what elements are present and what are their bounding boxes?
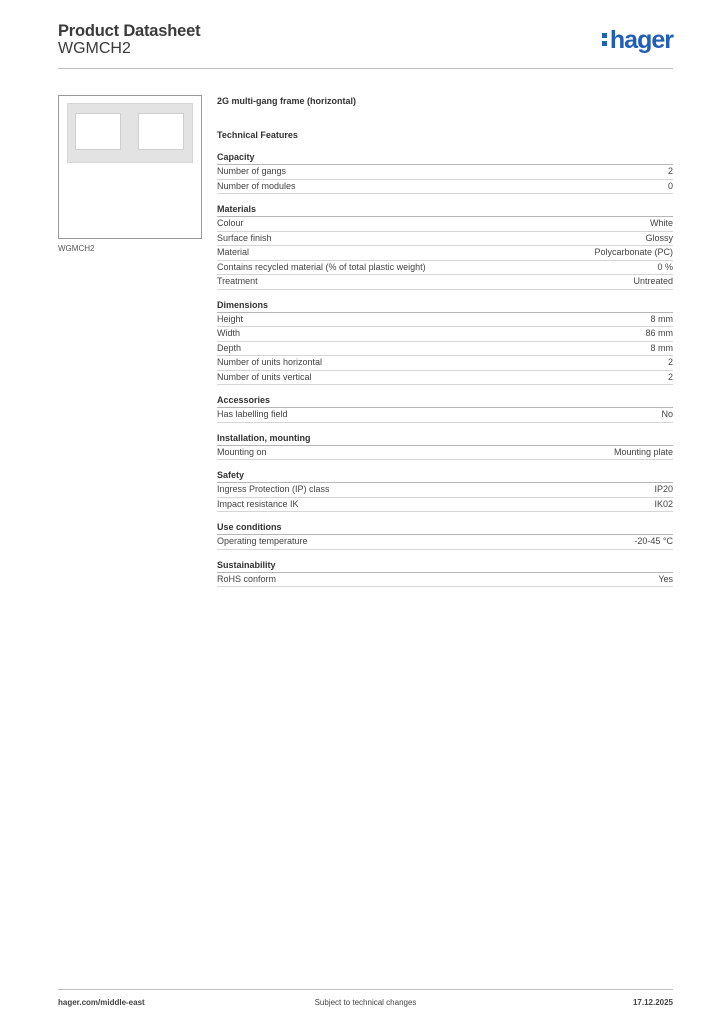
logo-dots-icon xyxy=(602,30,608,48)
spec-row xyxy=(217,217,673,232)
document-title: Product Datasheet xyxy=(58,22,201,40)
spec-value: 2 xyxy=(667,371,673,382)
spec-section xyxy=(217,433,673,461)
spec-value: 0 xyxy=(667,180,673,191)
spec-row xyxy=(217,535,673,550)
spec-label: Contains recycled material (% of total plastic weight) xyxy=(217,261,426,272)
spec-label: Surface finish xyxy=(217,232,272,243)
section-title: Accessories xyxy=(217,395,673,408)
spec-section xyxy=(217,395,673,423)
spec-row xyxy=(217,446,673,461)
spec-section xyxy=(217,204,673,290)
page-footer xyxy=(58,998,673,1010)
spec-label: Treatment xyxy=(217,276,258,286)
section-title: Dimensions xyxy=(217,300,673,313)
spec-row xyxy=(217,232,673,247)
spec-label: Has labelling field xyxy=(217,409,288,419)
hager-logo xyxy=(602,26,673,55)
footer-note: Subject to technical changes xyxy=(314,998,417,1007)
spec-row xyxy=(217,180,673,195)
spec-value: Polycarbonate (PC) xyxy=(594,247,673,257)
spec-label: Number of gangs xyxy=(217,166,287,176)
spec-row xyxy=(217,275,673,290)
frame-opening-left xyxy=(75,113,121,150)
spec-section xyxy=(217,560,673,588)
spec-label: Impact resistance IK xyxy=(217,498,299,509)
spec-value: 8 mm xyxy=(650,342,673,353)
spec-sections xyxy=(217,152,673,587)
spec-section xyxy=(217,522,673,550)
spec-value: Yes xyxy=(658,573,673,584)
spec-value: No xyxy=(661,409,673,419)
spec-row xyxy=(217,165,673,180)
spec-label: RoHS conform xyxy=(217,573,277,584)
spec-label: Operating temperature xyxy=(217,536,308,546)
spec-value: 8 mm xyxy=(650,313,673,324)
spec-row xyxy=(217,327,673,342)
spec-label: Ingress Protection (IP) class xyxy=(217,484,330,494)
spec-label: Height xyxy=(217,313,244,324)
spec-row xyxy=(217,408,673,423)
section-title: Installation, mounting xyxy=(217,433,673,446)
technical-features-heading: Technical Features xyxy=(217,130,298,140)
spec-value: IK02 xyxy=(654,498,673,509)
spec-row xyxy=(217,498,673,513)
section-title: Materials xyxy=(217,204,673,217)
spec-label: Number of modules xyxy=(217,180,296,191)
footer-website: hager.com/middle-east xyxy=(58,998,145,1007)
frame-illustration xyxy=(67,103,193,163)
spec-label: Mounting on xyxy=(217,446,267,457)
image-caption: WGMCH2 xyxy=(58,244,95,253)
specifications xyxy=(217,96,673,587)
spec-row xyxy=(217,573,673,588)
header-divider xyxy=(58,68,673,69)
spec-section xyxy=(217,152,673,194)
section-title: Capacity xyxy=(217,152,673,165)
spec-value: -20-45 °C xyxy=(634,536,673,546)
spec-value: 2 xyxy=(667,166,673,176)
spec-value: IP20 xyxy=(654,484,673,494)
spec-label: Number of units vertical xyxy=(217,371,312,382)
spec-row xyxy=(217,356,673,371)
frame-opening-right xyxy=(138,113,184,150)
logo-text: hager xyxy=(609,26,673,54)
section-title: Use conditions xyxy=(217,522,673,535)
section-title: Safety xyxy=(217,470,673,483)
footer-date: 17.12.2025 xyxy=(632,998,673,1007)
spec-value: 2 xyxy=(667,357,673,367)
product-code: WGMCH2 xyxy=(58,40,131,57)
spec-value: Glossy xyxy=(645,232,673,243)
spec-label: Depth xyxy=(217,342,242,353)
spec-value: Mounting plate xyxy=(613,446,673,457)
page-header xyxy=(58,20,673,68)
spec-value: White xyxy=(649,218,673,228)
footer-divider xyxy=(58,989,673,990)
spec-row xyxy=(217,371,673,386)
spec-section xyxy=(217,470,673,512)
spec-row xyxy=(217,313,673,328)
spec-label: Material xyxy=(217,247,250,257)
spec-label: Number of units horizontal xyxy=(217,357,323,367)
spec-value: 86 mm xyxy=(645,328,673,338)
spec-label: Width xyxy=(217,328,241,338)
product-image xyxy=(58,95,202,239)
spec-row xyxy=(217,342,673,357)
spec-value: Untreated xyxy=(633,276,673,286)
section-title: Sustainability xyxy=(217,560,673,573)
spec-section xyxy=(217,300,673,386)
product-description: 2G multi-gang frame (horizontal) xyxy=(217,96,357,106)
spec-row xyxy=(217,246,673,261)
spec-row xyxy=(217,261,673,276)
spec-label: Colour xyxy=(217,218,244,228)
spec-value: 0 % xyxy=(657,261,673,272)
spec-row xyxy=(217,483,673,498)
